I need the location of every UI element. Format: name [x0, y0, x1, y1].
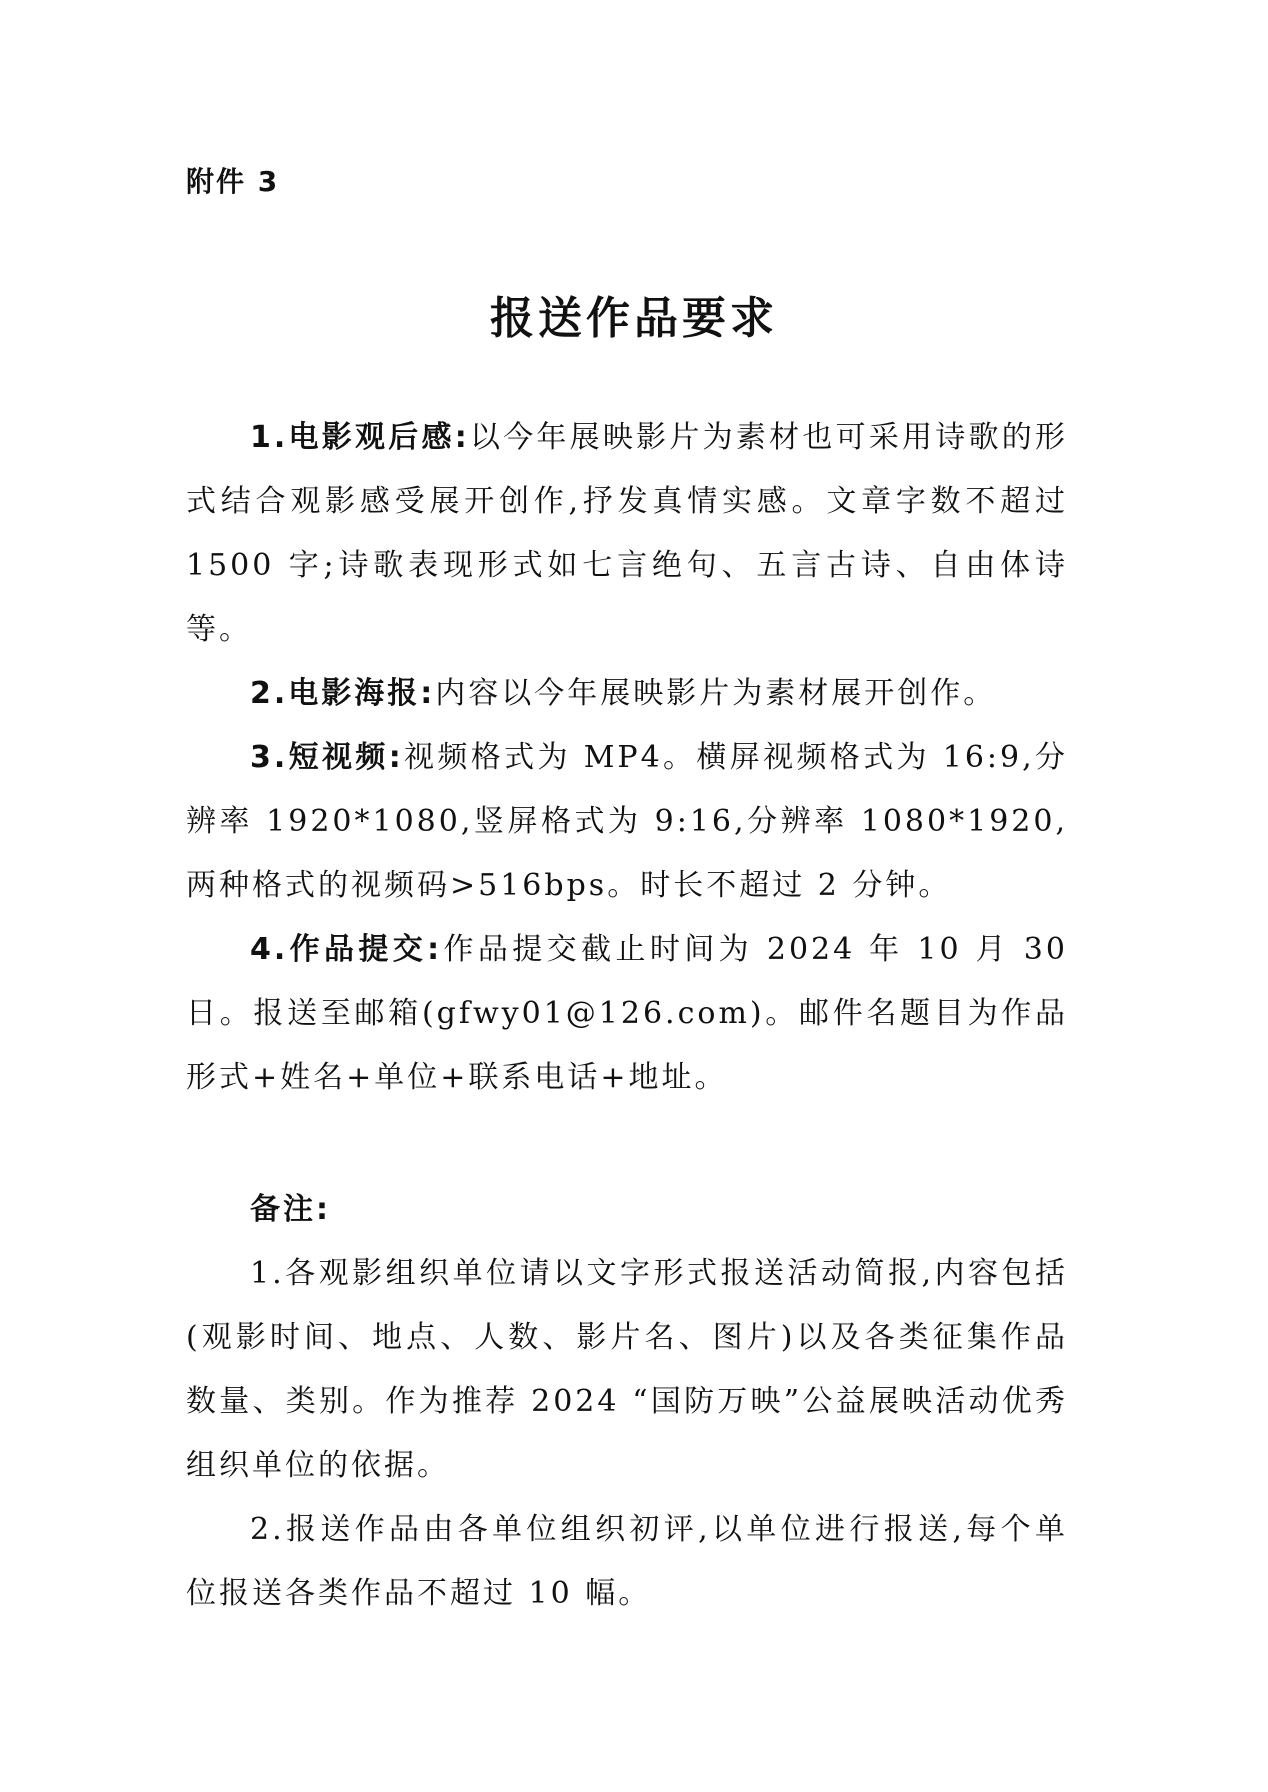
- requirement-item-poster: [186, 662, 1068, 726]
- notes-heading: 备注:: [250, 1192, 331, 1227]
- note-number: 1.: [250, 1256, 285, 1291]
- item-number: 4.: [250, 932, 289, 967]
- note-item: [186, 1242, 1068, 1498]
- item-text: 视频格式为 MP4。横屏视频格式为 16:9,分辨率 1920*1080,竖屏格式为 9:16,分辨率 1080*1920,两种格式的视频码>516bps。时长不超过 2 分钟。: [186, 740, 1068, 903]
- requirement-item-film-review: [186, 406, 1068, 662]
- note-number: 2.: [250, 1512, 285, 1547]
- requirement-item-short-video: [186, 726, 1068, 918]
- attachment-label: 附件 3: [186, 165, 280, 198]
- item-label: 电影海报:: [288, 676, 436, 711]
- note-text: 报送作品由各单位组织初评,以单位进行报送,每个单位报送各类作品不超过 10 幅。: [186, 1512, 1068, 1611]
- item-text: 内容以今年展映影片为素材展开创作。: [435, 676, 997, 711]
- document-title: 报送作品要求: [490, 293, 778, 344]
- item-label: 电影观后感:: [288, 420, 470, 455]
- item-label: 作品提交:: [288, 932, 443, 967]
- item-number: 3.: [250, 740, 289, 775]
- requirements-list: [186, 406, 1068, 1110]
- item-number: 1.: [250, 420, 289, 455]
- item-number: 2.: [250, 676, 289, 711]
- notes-section: [186, 1178, 1068, 1626]
- note-text: 各观影组织单位请以文字形式报送活动简报,内容包括(观影时间、地点、人数、影片名、图片)以及各类征集作品数量、类别。作为推荐 2024 “国防万映”公益展映活动优秀组织单位的依据。: [186, 1256, 1068, 1483]
- item-label: 短视频:: [288, 740, 404, 775]
- requirement-item-submission: [186, 918, 1068, 1110]
- note-item: [186, 1498, 1068, 1626]
- item-text: 作品提交截止时间为 2024 年 10 月 30 日。报送至邮箱(gfwy01@126.com)。邮件名题目为作品形式+姓名+单位+联系电话+地址。: [186, 932, 1068, 1095]
- item-text: 以今年展映影片为素材也可采用诗歌的形式结合观影感受展开创作,抒发真情实感。文章字数不超过 1500 字;诗歌表现形式如七言绝句、五言古诗、自由体诗等。: [186, 420, 1069, 647]
